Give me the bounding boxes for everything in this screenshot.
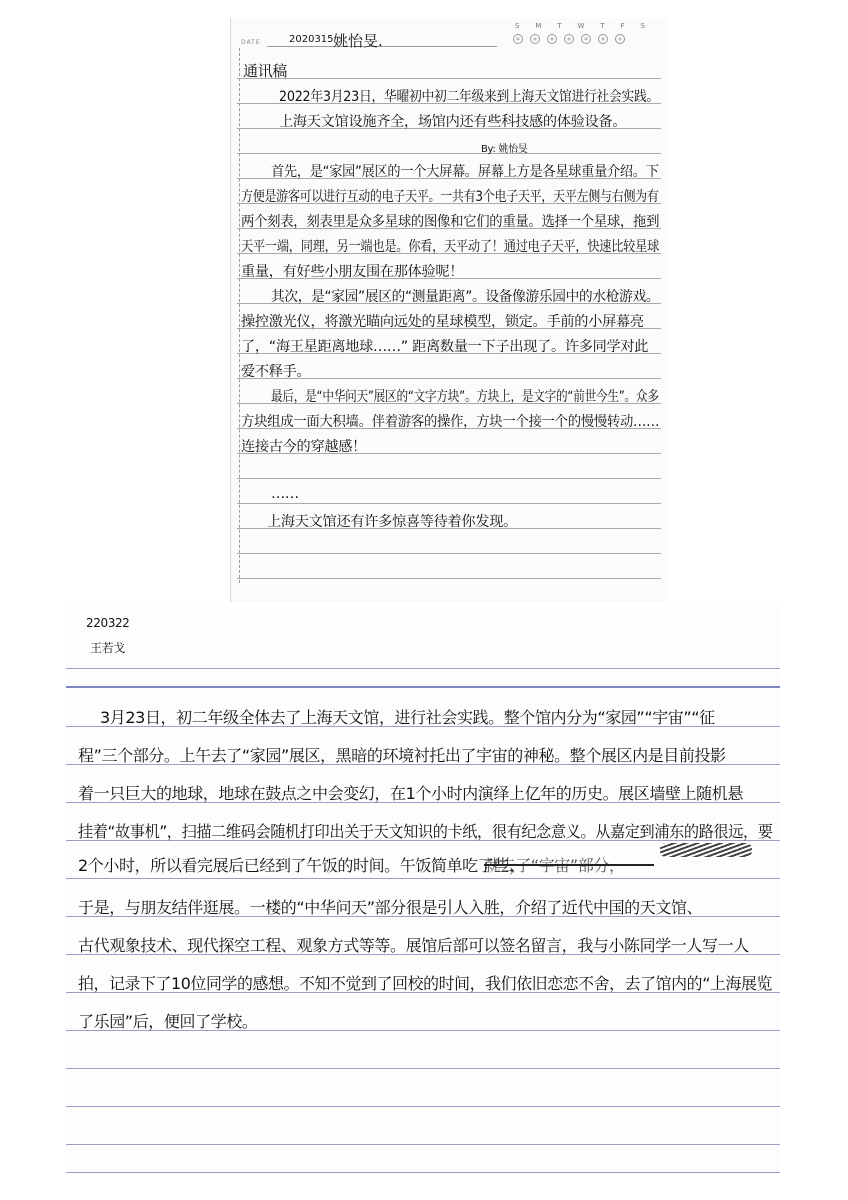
weekday-row [515, 22, 645, 30]
handwritten-line: 2022年3月23日，华曜初中初二年级来到上海天文馆进行社会实践。 [279, 89, 659, 105]
author-name: 王若戈 [90, 641, 125, 655]
handwritten-line: 3月23日，初二年级全体去了上海天文馆，进行社会实践。整个馆内分为“家园”“宇宙”“征 [100, 708, 715, 727]
scribble-out [660, 843, 752, 857]
weekday-letter: T [600, 22, 605, 30]
ruled-line [237, 478, 661, 479]
handwritten-line: 于是，与朋友结伴逛展。一楼的“中华问天”部分很是引人入胜，介绍了近代中国的天文馆、 [78, 898, 703, 917]
handwritten-line: 挂着“故事机”，扫描二维码会随机打印出关于天文知识的卡纸，很有纪念意义。从嘉定到浦东的路很远，要 [78, 822, 773, 841]
ruled-line [66, 668, 780, 669]
ruled-line [237, 78, 661, 79]
ruled-line [237, 503, 661, 504]
handwritten-line: 上海天文馆设施齐全，场馆内还有些科技感的体验设备。 [279, 114, 627, 130]
weekday-circles [513, 34, 625, 44]
handwritten-line: 了乐园”后，便回了学校。 [78, 1012, 258, 1031]
byline: By: 姚怡旻 [481, 144, 528, 155]
handwritten-line: 其次，是“家园”展区的“测量距离”。设备像游乐园中的水枪游戏。 [271, 289, 660, 305]
strikethrough [484, 864, 654, 866]
handwritten-line: 首先，是“家园”展区的一个大屏幕。屏幕上方是各星球重量介绍。下 [271, 164, 659, 180]
weekday-circle-icon [615, 34, 625, 44]
handwritten-line: …… [271, 486, 299, 502]
weekday-circle-icon [581, 34, 591, 44]
article-title: 通讯稿 [243, 62, 288, 80]
date-value: 2020315 [289, 34, 334, 45]
weekday-circle-icon [598, 34, 608, 44]
handwritten-line: 天平一端，同理，另一端也是。你看，天平动了！通过电子天平，快速比较星球 [241, 239, 660, 255]
weekday-letter: S [515, 22, 520, 30]
weekday-circle-icon [513, 34, 523, 44]
handwritten-line: 连接古今的穿越感！ [241, 439, 366, 455]
weekday-circle-icon [530, 34, 540, 44]
handwritten-line: 程”三个部分。上午去了“家园”展区，黑暗的环境衬托出了宇宙的神秘。整个展区内是目前投影 [78, 746, 726, 765]
handwritten-line: 上海天文馆还有许多惊喜等待着你发现。 [267, 514, 517, 530]
notebook-page-bottom [66, 606, 780, 1174]
ruled-line [66, 878, 780, 879]
handwritten-line: 最后，是“中华问天”展区的“文字方块”。方块上，是文字的“前世今生”。众多 [271, 389, 659, 405]
handwritten-line: 操控激光仪，将激光瞄向远处的星球模型，锁定。手前的小屏幕亮 [241, 314, 644, 330]
handwritten-line: 了，“海王星距离地球……” 距离数量一下子出现了。许多同学对此 [241, 339, 649, 355]
handwritten-line: 两个刻表，刻表里是众多星球的图像和它们的重量。选择一个星球，拖到 [241, 214, 660, 230]
handwritten-line: 着一只巨大的地球，地球在鼓点之中会变幻，在1个小时内演绎上亿年的历史。展区墙壁上随机悬 [78, 784, 743, 803]
weekday-letter: W [577, 22, 585, 30]
weekday-circle-icon [547, 34, 557, 44]
handwritten-line: 方块组成一面大积墙。伴着游客的操作，方块一个接一个的慢慢转动…… [241, 414, 660, 430]
ruled-line [237, 578, 661, 579]
handwritten-line: 2个小时，所以看完展后已经到了午饭的时间。午饭简单吃了些， [78, 856, 525, 875]
weekday-letter: T [557, 22, 562, 30]
handwritten-line: 拍，记录下了10位同学的感想。不知不觉到了回校的时间，我们依旧恋恋不舍，去了馆内的“上海展览 [78, 974, 773, 993]
ruled-line [66, 686, 780, 688]
crossed-out-text: 就去了“宇宙”部分， [484, 856, 625, 875]
weekday-letter: S [640, 22, 645, 30]
handwritten-line: 重量，有好些小朋友围在那体验呢！ [241, 264, 464, 280]
ruled-line [66, 1068, 780, 1069]
weekday-letter: M [535, 22, 542, 30]
weekday-circle-icon [564, 34, 574, 44]
notebook-page-top [230, 18, 667, 603]
date-label: DATE [241, 39, 261, 46]
handwritten-line: 方便是游客可以进行互动的电子天平。一共有3个电子天平，天平左侧与右侧为有 [241, 189, 659, 205]
ruled-line [237, 153, 661, 154]
handwritten-line: 爱不释手。 [241, 364, 311, 380]
date-value: 220322 [86, 616, 130, 630]
ruled-line [66, 1106, 780, 1107]
author-name: 姚怡旻. [333, 32, 383, 50]
ruled-line [237, 553, 661, 554]
weekday-letter: F [620, 22, 625, 30]
ruled-line [66, 1144, 780, 1145]
handwritten-line: 古代观象技术、现代探空工程、观象方式等等。展馆后部可以签名留言，我与小陈同学一人写一人 [78, 936, 749, 955]
ruled-line [66, 1172, 780, 1173]
